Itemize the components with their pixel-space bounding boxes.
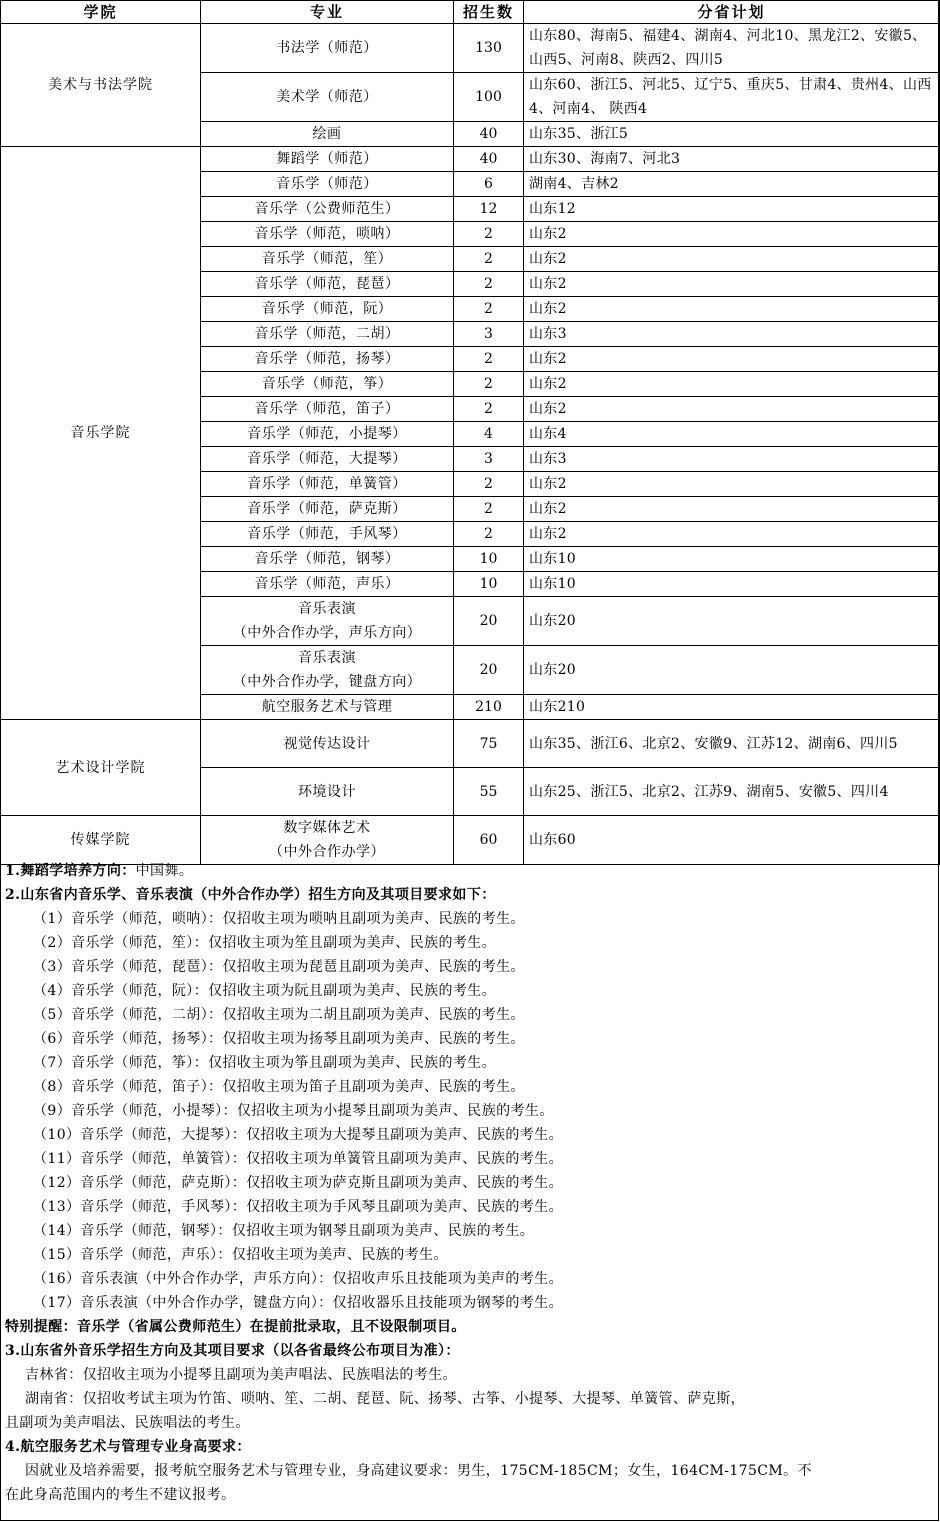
note-3-hunan-line-1: 湖南省：仅招收考试主项为竹笛、唢呐、笙、二胡、琵琶、阮、扬琴、古筝、小提琴、大提琴、单簧管、萨克斯， — [25, 1391, 745, 1407]
count-cell: 3 — [454, 447, 524, 472]
major-cell: 舞蹈学（师范） — [201, 147, 454, 172]
count-cell: 10 — [454, 547, 524, 572]
count-cell: 2 — [454, 397, 524, 422]
header-plan: 分省计划 — [524, 1, 940, 24]
plan-cell: 山东10 — [524, 572, 940, 597]
plan-cell: 山东2 — [524, 222, 940, 247]
count-cell: 2 — [454, 522, 524, 547]
college-cell: 音乐学院 — [1, 147, 201, 720]
major-cell: 音乐学（师范，唢呐） — [201, 222, 454, 247]
major-cell: 音乐学（师范，扬琴） — [201, 347, 454, 372]
major-line-1: 音乐表演 — [298, 650, 356, 666]
major-cell: 音乐学（师范，小提琴） — [201, 422, 454, 447]
major-cell: 音乐学（公费师范生） — [201, 197, 454, 222]
plan-cell: 山东2 — [524, 297, 940, 322]
major-cell: 音乐学（师范，阮） — [201, 297, 454, 322]
plan-cell: 山东2 — [524, 522, 940, 547]
note-1-title: 1.舞蹈学培养方向： — [5, 863, 136, 879]
note-2-item: （14）音乐学（师范，钢琴）：仅招收主项为钢琴且副项为美声、民族的考生。 — [33, 1223, 535, 1239]
major-cell: 音乐学（师范，单簧管） — [201, 472, 454, 497]
plan-cell: 山东3 — [524, 447, 940, 472]
note-2-item: （3）音乐学（师范，琵琶）：仅招收主项为琵琶且副项为美声、民族的考生。 — [33, 959, 525, 975]
note-4-text-line-1: 因就业及培养需要，报考航空服务艺术与管理专业，身高建议要求：男生，175CM-185CM；女生，164CM-175CM。不 — [25, 1463, 812, 1479]
count-cell: 20 — [454, 597, 524, 646]
plan-cell: 山东60、浙江5、河北5、辽宁5、重庆5、甘肃4、贵州4、山西4、河南4、 陕西4 — [524, 73, 940, 122]
plan-cell: 山东210 — [524, 695, 940, 720]
major-cell: 音乐学（师范，筝） — [201, 372, 454, 397]
header-major: 专业 — [201, 1, 454, 24]
plan-cell: 山东25、浙江5、北京2、江苏9、湖南5、安徽5、四川4 — [524, 768, 940, 816]
count-cell: 2 — [454, 472, 524, 497]
plan-cell: 山东2 — [524, 347, 940, 372]
major-cell: 绘画 — [201, 122, 454, 147]
count-cell: 40 — [454, 122, 524, 147]
count-cell: 3 — [454, 322, 524, 347]
count-cell: 100 — [454, 73, 524, 122]
major-cell: 航空服务艺术与管理 — [201, 695, 454, 720]
note-2-item: （10）音乐学（师范，大提琴）：仅招收主项为大提琴且副项为美声、民族的考生。 — [33, 1127, 564, 1143]
table-row — [1, 816, 940, 865]
major-cell: 音乐学（师范，琵琶） — [201, 272, 454, 297]
plan-cell: 山东60 — [524, 816, 940, 865]
plan-cell: 山东30、海南7、河北3 — [524, 147, 940, 172]
note-3-jilin: 吉林省：仅招收主项为小提琴且副项为美声唱法、民族唱法的考生。 — [25, 1367, 457, 1383]
major-cell: 音乐学（师范，笛子） — [201, 397, 454, 422]
plan-cell: 山东2 — [524, 472, 940, 497]
note-2-item: （4）音乐学（师范，阮）：仅招收主项为阮且副项为美声、民族的考生。 — [33, 983, 497, 999]
plan-cell: 山东2 — [524, 272, 940, 297]
note-2-item: （7）音乐学（师范，筝）：仅招收主项为筝且副项为美声、民族的考生。 — [33, 1055, 497, 1071]
plan-cell: 山东3 — [524, 322, 940, 347]
plan-cell: 湖南4、吉林2 — [524, 172, 940, 197]
major-cell: 音乐学（师范，大提琴） — [201, 447, 454, 472]
major-cell: 音乐学（师范，萨克斯） — [201, 497, 454, 522]
count-cell: 2 — [454, 272, 524, 297]
plan-cell: 山东2 — [524, 497, 940, 522]
major-cell: 视觉传达设计 — [201, 720, 454, 768]
college-cell: 艺术设计学院 — [1, 720, 201, 816]
note-2-item: （6）音乐学（师范，扬琴）：仅招收主项为扬琴且副项为美声、民族的考生。 — [33, 1031, 525, 1047]
count-cell: 130 — [454, 24, 524, 73]
note-3-title: 3.山东省外音乐学招生方向及其项目要求（以各省最终公布项目为准）： — [5, 1343, 460, 1359]
count-cell: 10 — [454, 572, 524, 597]
major-line-1: 数字媒体艺术 — [283, 820, 371, 836]
major-line-2: （中外合作办学） — [269, 844, 385, 860]
special-reminder: 特别提醒：音乐学（省属公费师范生）在提前批录取，且不设限制项目。 — [5, 1319, 466, 1335]
plan-cell: 山东35、浙江5 — [524, 122, 940, 147]
major-cell: 环境设计 — [201, 768, 454, 816]
plan-cell: 山东10 — [524, 547, 940, 572]
note-2-item: （9）音乐学（师范，小提琴）：仅招收主项为小提琴且副项为美声、民族的考生。 — [33, 1103, 554, 1119]
plan-cell: 山东2 — [524, 372, 940, 397]
count-cell: 210 — [454, 695, 524, 720]
count-cell: 60 — [454, 816, 524, 865]
note-2-item: （8）音乐学（师范，笛子）：仅招收主项为笛子且副项为美声、民族的考生。 — [33, 1079, 525, 1095]
major-cell: 音乐学（师范，笙） — [201, 247, 454, 272]
table-row — [1, 24, 940, 73]
note-2-item: （2）音乐学（师范，笙）：仅招收主项为笙且副项为美声、民族的考生。 — [33, 935, 497, 951]
header-college: 学院 — [1, 1, 201, 24]
major-line-2: （中外合作办学，键盘方向） — [232, 674, 422, 690]
major-cell — [201, 597, 454, 646]
college-cell: 美术与书法学院 — [1, 24, 201, 147]
plan-cell: 山东20 — [524, 646, 940, 695]
note-1-text: 中国舞。 — [135, 863, 194, 879]
major-line-1: 音乐表演 — [298, 601, 356, 617]
count-cell: 4 — [454, 422, 524, 447]
note-2-item: （17）音乐表演（中外合作办学，键盘方向）：仅招收器乐且技能项为钢琴的考生。 — [33, 1295, 564, 1311]
count-cell: 40 — [454, 147, 524, 172]
note-2-item: （15）音乐学（师范，声乐）：仅招收主项为美声、民族的考生。 — [33, 1247, 448, 1263]
major-cell: 音乐学（师范，手风琴） — [201, 522, 454, 547]
count-cell: 2 — [454, 247, 524, 272]
plan-cell: 山东12 — [524, 197, 940, 222]
major-line-2: （中外合作办学，声乐方向） — [232, 625, 422, 641]
plan-cell: 山东20 — [524, 597, 940, 646]
note-2-item: （16）音乐表演（中外合作办学，声乐方向）：仅招收声乐且技能项为美声的考生。 — [33, 1271, 564, 1287]
college-cell: 传媒学院 — [1, 816, 201, 865]
count-cell: 2 — [454, 372, 524, 397]
note-4-title: 4.航空服务艺术与管理专业身高要求： — [5, 1439, 251, 1455]
count-cell: 2 — [454, 497, 524, 522]
table-header-row — [1, 1, 940, 24]
count-cell: 75 — [454, 720, 524, 768]
major-cell — [201, 646, 454, 695]
header-count: 招生数 — [454, 1, 524, 24]
note-2-item: （11）音乐学（师范，单簧管）：仅招收主项为单簧管且副项为美声、民族的考生。 — [33, 1151, 564, 1167]
note-3-hunan-line-2: 且副项为美声唱法、民族唱法的考生。 — [5, 1415, 250, 1431]
plan-cell: 山东2 — [524, 247, 940, 272]
note-4-text-line-2: 在此身高范围内的考生不建议报考。 — [5, 1487, 236, 1503]
count-cell: 2 — [454, 297, 524, 322]
count-cell: 2 — [454, 347, 524, 372]
count-cell: 2 — [454, 222, 524, 247]
count-cell: 12 — [454, 197, 524, 222]
major-cell: 音乐学（师范，二胡） — [201, 322, 454, 347]
count-cell: 6 — [454, 172, 524, 197]
count-cell: 55 — [454, 768, 524, 816]
major-cell: 书法学（师范） — [201, 24, 454, 73]
note-2-item: （1）音乐学（师范，唢呐）：仅招收主项为唢呐且副项为美声、民族的考生。 — [33, 911, 525, 927]
note-2-item: （5）音乐学（师范，二胡）：仅招收主项为二胡且副项为美声、民族的考生。 — [33, 1007, 525, 1023]
note-1 — [5, 859, 935, 883]
note-2-item: （12）音乐学（师范，萨克斯）：仅招收主项为萨克斯且副项为美声、民族的考生。 — [33, 1175, 564, 1191]
plan-cell: 山东80、海南5、福建4、湖南4、河北10、黑龙江2、安徽5、山西5、河南8、陕西2、四川5 — [524, 24, 940, 73]
notes-section — [5, 859, 935, 1507]
note-2-item: （13）音乐学（师范，手风琴）：仅招收主项为手风琴且副项为美声、民族的考生。 — [33, 1199, 564, 1215]
note-2-title: 2.山东省内音乐学、音乐表演（中外合作办学）招生方向及其项目要求如下： — [5, 887, 496, 903]
count-cell: 20 — [454, 646, 524, 695]
major-cell: 音乐学（师范） — [201, 172, 454, 197]
plan-cell: 山东2 — [524, 397, 940, 422]
major-cell: 美术学（师范） — [201, 73, 454, 122]
major-cell: 音乐学（师范，钢琴） — [201, 547, 454, 572]
table-row — [1, 147, 940, 172]
major-cell — [201, 816, 454, 865]
table-row — [1, 720, 940, 768]
plan-cell: 山东35、浙江6、北京2、安徽9、江苏12、湖南6、四川5 — [524, 720, 940, 768]
plan-cell: 山东4 — [524, 422, 940, 447]
major-cell: 音乐学（师范，声乐） — [201, 572, 454, 597]
